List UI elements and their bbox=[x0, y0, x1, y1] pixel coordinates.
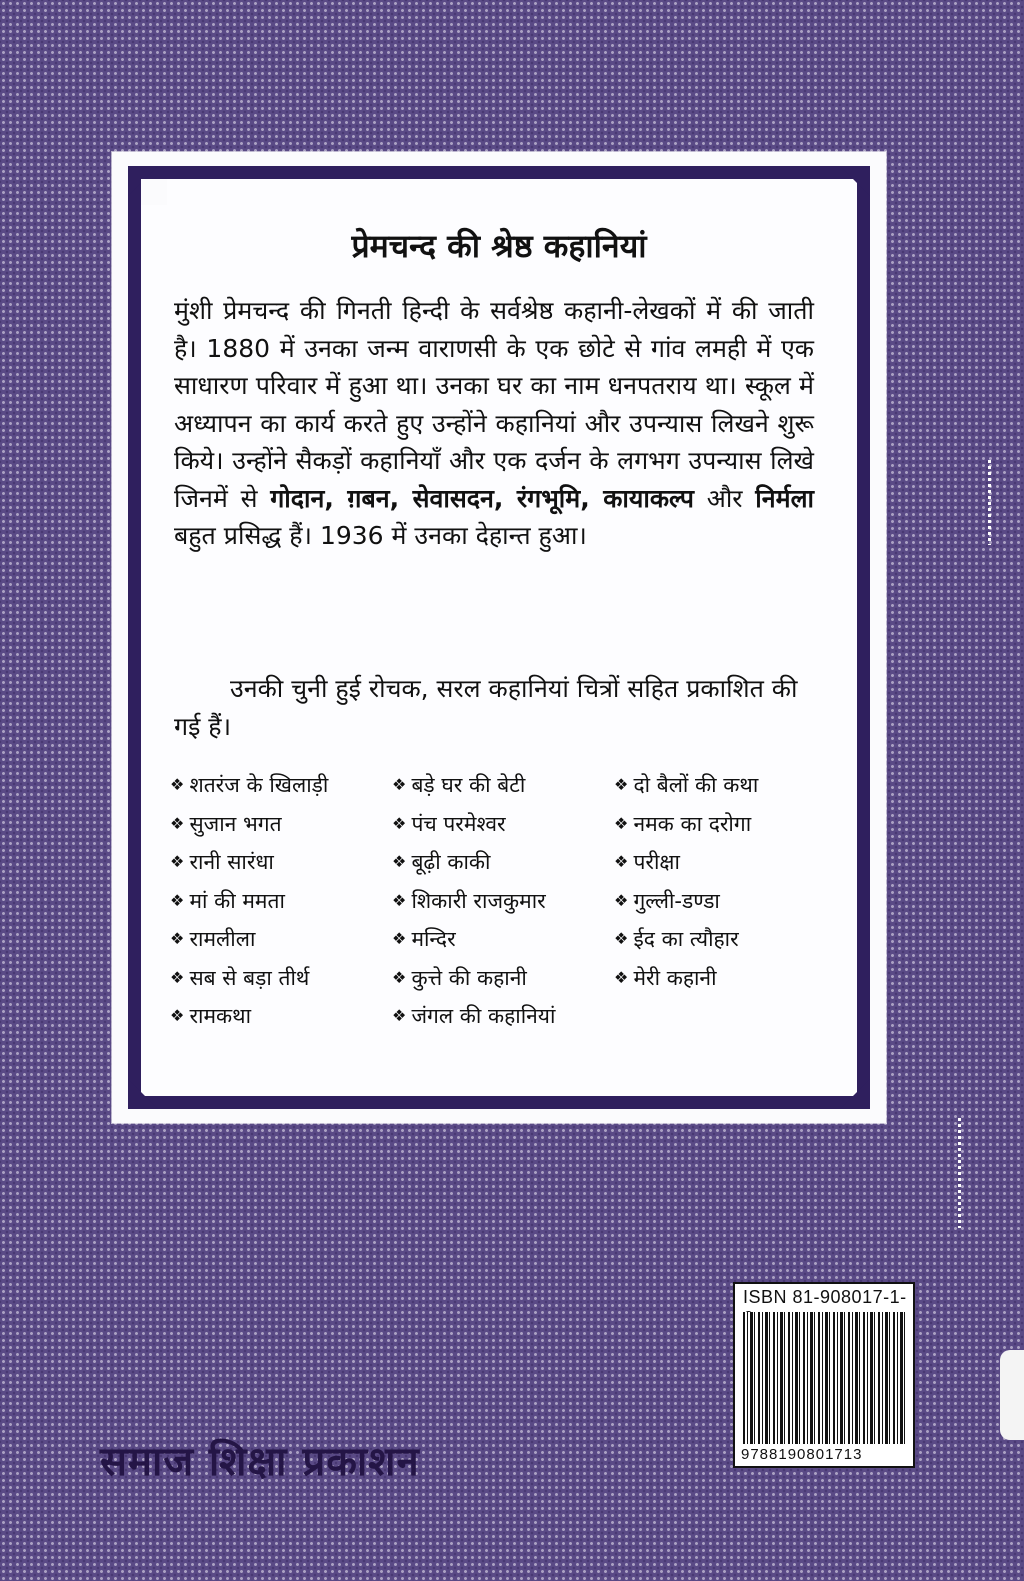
intro-text-end: बहुत प्रसिद्ध हैं। 1936 में उनका देहान्त हुआ। bbox=[174, 521, 587, 550]
list-item: ❖ परीक्षा bbox=[614, 846, 814, 881]
list-item: ❖ सुजान भगत bbox=[170, 808, 392, 843]
list-item: ❖ नमक का दरोगा bbox=[614, 808, 814, 843]
isbn-barcode-box bbox=[733, 1282, 915, 1468]
list-item: ❖ बूढ़ी काकी bbox=[392, 846, 614, 881]
list-item: ❖ ईद का त्यौहार bbox=[614, 923, 814, 958]
book-title: प्रेमचन्द की श्रेष्ठ कहानियां bbox=[351, 227, 647, 265]
list-item: ❖ मन्दिर bbox=[392, 923, 614, 958]
list-item: ❖ कुत्ते की कहानी bbox=[392, 962, 614, 997]
page-tab bbox=[1000, 1350, 1024, 1440]
list-item: ❖ बड़े घर की बेटी bbox=[392, 769, 614, 804]
list-item: ❖ शतरंज के खिलाड़ी bbox=[170, 769, 392, 804]
barcode-number: 9788190801713 bbox=[741, 1446, 863, 1463]
corner-ornament bbox=[840, 166, 870, 196]
story-list bbox=[170, 769, 810, 1035]
isbn-label: ISBN 81-908017-1- bbox=[743, 1287, 907, 1307]
publisher-name: समाज शिक्षा प्रकाशन bbox=[100, 1439, 420, 1485]
list-item: ❖ गुल्ली-डण्डा bbox=[614, 885, 814, 920]
famous-novels: गोदान, ग़बन, सेवासदन, रंगभूमि, कायाकल्प bbox=[270, 483, 694, 513]
list-item: ❖ रानी सारंधा bbox=[170, 846, 392, 881]
list-item: ❖ मां की ममता bbox=[170, 885, 392, 920]
spine-mark bbox=[988, 460, 991, 545]
intro-text: मुंशी प्रेमचन्द की गिनती हिन्दी के सर्वश्रेष्ठ कहानी-लेखकों में की जाती है। 1880 में उनका जन्म वाराणसी के एक छोटे से गांव लमही में एक साधारण परिवार में हुआ था। उनका घर का नाम धनपतराय था। स्कूल में अध्यापन का कार्य करते हुए उन्होंने कहानियां और उपन्यास लिखने शुरू किये। उन्होंने सैकड़ों कहानियाँ और एक दर्जन के लगभग उपन्यास लिखे जिनमें से bbox=[174, 296, 814, 513]
spine-mark bbox=[958, 1118, 961, 1228]
text-panel bbox=[112, 152, 886, 1123]
famous-novel-nirmala: निर्मला bbox=[755, 483, 814, 513]
intro-conjunction: और bbox=[693, 483, 756, 513]
list-item: ❖ मेरी कहानी bbox=[614, 962, 814, 997]
list-item: ❖ दो बैलों की कथा bbox=[614, 769, 814, 804]
barcode-icon bbox=[743, 1312, 907, 1444]
list-item: ❖ रामलीला bbox=[170, 923, 392, 958]
list-item: ❖ शिकारी राजकुमार bbox=[392, 885, 614, 920]
intro-paragraph bbox=[174, 292, 814, 555]
list-item: ❖ पंच परमेश्वर bbox=[392, 808, 614, 843]
list-item: ❖ सब से बड़ा तीर्थ bbox=[170, 962, 392, 997]
corner-ornament bbox=[840, 1079, 870, 1109]
list-item: ❖ रामकथा bbox=[170, 1000, 392, 1035]
selection-note: उनकी चुनी हुई रोचक, सरल कहानियां चित्रों सहित प्रकाशित की गई हैं। bbox=[174, 674, 798, 741]
list-item: ❖ जंगल की कहानियां bbox=[392, 1000, 614, 1035]
corner-ornament bbox=[128, 1079, 158, 1109]
corner-ornament bbox=[128, 166, 158, 196]
